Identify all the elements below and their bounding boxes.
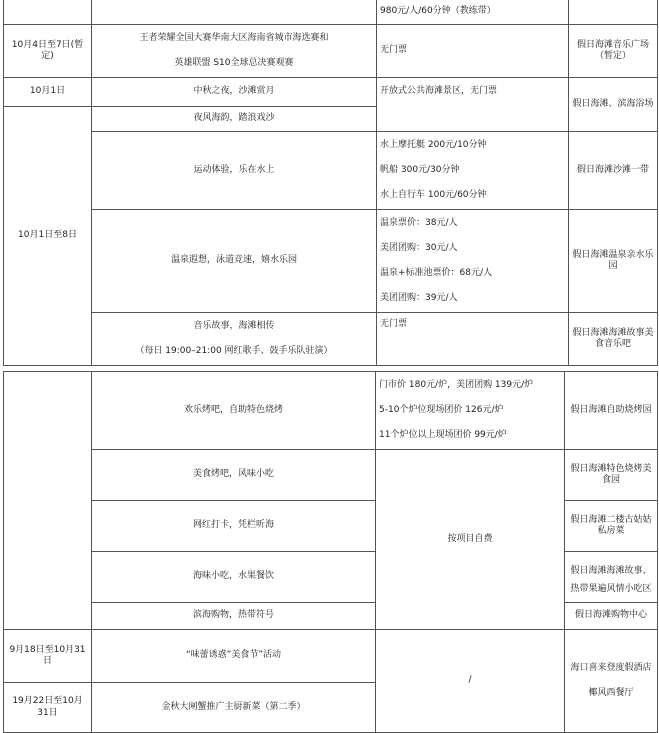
price-line: 水上摩托艇 200元/10分钟	[380, 140, 487, 150]
venue-line: 椰风西餐厅	[588, 688, 634, 698]
price-line: 门市价 180元/炉，美团团购 139元/炉	[379, 380, 534, 390]
activity-line: 音乐故事，海滩相传	[193, 321, 275, 331]
venue-cell: 假日海滩特色烧烤美食园	[565, 450, 658, 501]
price-line: 980元/人/60分钟（教练带）	[380, 6, 496, 17]
price-line: 5-10个炉位现场团价 126元/炉	[379, 405, 504, 415]
date-cell: 10月4日至7日(暂定)	[4, 25, 92, 78]
table-row	[4, 78, 658, 107]
price-line: 11个炉位以上现场团价 99元/炉	[379, 430, 507, 440]
price-line: 温泉票价：38元/人	[380, 218, 458, 228]
venue-line: 假日海滩海滩故事、	[570, 565, 652, 576]
price-line: 水上自行车 100元/60分钟	[380, 190, 487, 200]
schedule-table-1	[3, 0, 658, 366]
activity-line: （每日 19:00–21:00 网红歌手、鼓手乐队驻演）	[135, 346, 333, 356]
price-cell	[376, 372, 565, 450]
date-cell: 10月1日	[4, 78, 92, 107]
table-row	[4, 132, 658, 210]
activity-cell: 欢乐烤吧，自助特色烧烤	[92, 372, 376, 450]
venue-line: 海口喜来登度假酒店	[570, 663, 652, 673]
activity-cell: “味蕾诱惑”美食节”活动	[92, 630, 376, 683]
price-line: 美团团购：30元/人	[380, 243, 458, 253]
table-row	[4, 450, 658, 501]
venue-cell: 假日海滩自助烧烤园	[565, 372, 658, 450]
venue-cell	[569, 0, 658, 25]
activity-line: 王者荣耀全国大赛华南大区海南省城市海选赛和	[139, 33, 329, 43]
price-line: 帆船 300元/30分钟	[380, 165, 460, 175]
activity-cell: 运动体验，乐在水上	[92, 132, 377, 210]
price-line: 温泉+标准池票价：68元/人	[380, 268, 493, 278]
activity-cell: 中秋之夜，沙滩赏月	[92, 78, 377, 107]
venue-cell: 假日海滩、滨海浴场	[569, 78, 658, 132]
activity-cell: 金秋大闸蟹推广主厨新菜（第二季）	[92, 683, 376, 733]
activity-cell: 温泉遐想，泳道竞速，嬉水乐园	[92, 210, 377, 313]
price-cell: 按项目自费	[376, 450, 565, 630]
venue-cell	[565, 630, 658, 733]
schedule-table-2	[3, 371, 658, 733]
activity-cell: 美食烤吧，风味小吃	[92, 450, 376, 501]
activity-cell: 夜风海韵，踏浪戏沙	[92, 107, 377, 132]
price-line: 美团团购：39元/人	[380, 293, 458, 303]
price-cell	[377, 132, 569, 210]
date-cell: 10月1日至8日	[4, 107, 92, 366]
date-cell: 9月18日至10月31日	[4, 630, 92, 683]
venue-cell: 假日海滩购物中心	[565, 603, 658, 630]
price-cell	[377, 0, 569, 25]
activity-line: 英雄联盟 S10全球总决赛观赛	[174, 58, 294, 68]
date-cell: 19月22日至10月31日	[4, 683, 92, 733]
table-row	[4, 630, 658, 683]
price-cell: 无门票	[377, 25, 569, 78]
venue-cell: 假日海滩温泉亲水乐园	[569, 210, 658, 313]
venue-line: 热带果遍风情小吃区	[570, 583, 652, 594]
activity-cell: 滨海购物，热带符号	[92, 603, 376, 630]
price-cell: 无门票	[377, 313, 569, 366]
table-row	[4, 25, 658, 78]
venue-cell: 假日海滩二楼古姑姑私房菜	[565, 501, 658, 552]
venue-cell: 假日海滩沙滩一带	[569, 132, 658, 210]
price-cell: 开放式公共海滩景区，无门票	[377, 78, 569, 132]
venue-cell	[565, 552, 658, 603]
price-cell: /	[376, 630, 565, 733]
activity-cell	[92, 313, 377, 366]
table-row	[4, 313, 658, 366]
venue-cell: 假日海滩音乐广场（暂定）	[569, 25, 658, 78]
activity-cell: 网红打卡，凭栏听海	[92, 501, 376, 552]
activity-cell: 海味小吃，水果餐饮	[92, 552, 376, 603]
date-cell	[4, 0, 92, 25]
table-row	[4, 0, 658, 25]
price-cell	[377, 210, 569, 313]
venue-cell: 假日海滩海滩故事美食音乐吧	[569, 313, 658, 366]
date-cell	[4, 372, 92, 630]
table-row	[4, 210, 658, 313]
table-row	[4, 372, 658, 450]
activity-cell	[92, 25, 377, 78]
activity-cell	[92, 0, 377, 25]
